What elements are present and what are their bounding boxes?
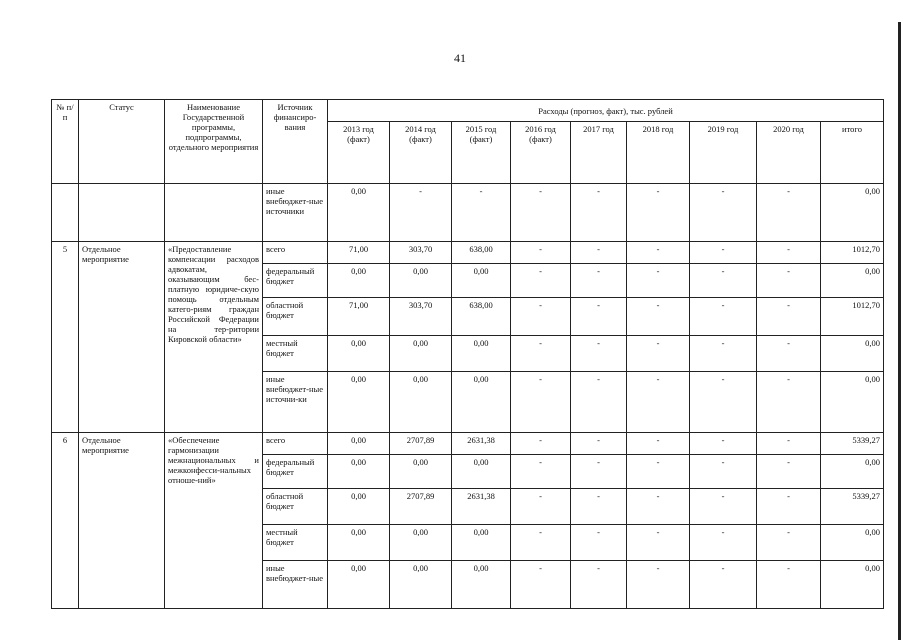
value-cell: - [690,372,757,433]
source-cell: иные внебюджет-ные [263,561,328,609]
header-year-cell: 2013 год (факт) [328,122,390,184]
table-row [52,184,884,242]
value-cell: 0,00 [328,455,390,489]
num-cell: 5 [52,242,79,433]
header-source: Источник финансиро-вания [263,100,328,184]
header-year-cell: итого [821,122,884,184]
budget-table [51,99,884,609]
value-cell: - [511,561,571,609]
value-cell: 1012,70 [821,242,884,264]
num-cell [52,184,79,242]
table-row [52,242,884,264]
value-cell: - [571,298,627,336]
header-year-cell: 2015 год (факт) [452,122,511,184]
value-cell: 0,00 [452,264,511,298]
name-cell: «Предоставление компенсации расходов адвокатам, оказывающим бес-платную юридиче-скую помощь отдельным катего-риям граждан Российской Федерации на тер-ритории Кировской области» [165,242,263,433]
value-cell: - [757,336,821,372]
source-cell: всего [263,242,328,264]
value-cell: - [690,184,757,242]
value-cell: 0,00 [328,489,390,525]
value-cell: - [757,489,821,525]
value-cell: - [571,455,627,489]
source-cell: всего [263,433,328,455]
value-cell: - [511,455,571,489]
value-cell: - [627,525,690,561]
value-cell: 0,00 [452,525,511,561]
value-cell: - [757,372,821,433]
source-cell: местный бюджет [263,525,328,561]
value-cell: - [571,489,627,525]
value-cell: - [571,242,627,264]
header-name: Наименование Государственной программы, подпрограммы, отдельного мероприятия [165,100,263,184]
value-cell: 0,00 [390,455,452,489]
value-cell: - [757,264,821,298]
value-cell: - [627,561,690,609]
value-cell: 0,00 [328,336,390,372]
value-cell: 638,00 [452,298,511,336]
value-cell: - [757,561,821,609]
value-cell: - [452,184,511,242]
name-cell [165,184,263,242]
value-cell: - [627,264,690,298]
header-expenses: Расходы (прогноз, факт), тыс. рублей [328,100,884,122]
value-cell: 303,70 [390,242,452,264]
value-cell: - [571,525,627,561]
source-cell: местный бюджет [263,336,328,372]
value-cell: - [627,489,690,525]
value-cell: 1012,70 [821,298,884,336]
value-cell: 0,00 [390,561,452,609]
source-cell: иные внебюджет-ные источники [263,184,328,242]
value-cell: 0,00 [328,372,390,433]
value-cell: - [757,184,821,242]
value-cell: 0,00 [452,336,511,372]
value-cell: 2631,38 [452,489,511,525]
value-cell: - [511,298,571,336]
value-cell: 0,00 [452,561,511,609]
value-cell: 71,00 [328,298,390,336]
header-year-cell: 2020 год [757,122,821,184]
value-cell: - [627,184,690,242]
value-cell: - [571,264,627,298]
value-cell: 0,00 [390,264,452,298]
value-cell: 2707,89 [390,489,452,525]
value-cell: - [511,372,571,433]
value-cell: - [627,455,690,489]
value-cell: 0,00 [821,372,884,433]
source-cell: областной бюджет [263,489,328,525]
source-cell: областной бюджет [263,298,328,336]
value-cell: 0,00 [390,372,452,433]
value-cell: - [627,298,690,336]
value-cell: 5339,27 [821,489,884,525]
value-cell: 0,00 [821,264,884,298]
value-cell: 5339,27 [821,433,884,455]
num-cell: 6 [52,433,79,609]
value-cell: - [757,455,821,489]
value-cell: 0,00 [821,525,884,561]
value-cell: - [757,298,821,336]
value-cell: - [511,525,571,561]
value-cell: - [690,433,757,455]
value-cell: 71,00 [328,242,390,264]
page-number: 41 [454,51,466,65]
value-cell: 638,00 [452,242,511,264]
value-cell: - [690,264,757,298]
value-cell: - [690,489,757,525]
status-cell [79,184,165,242]
value-cell: - [690,561,757,609]
value-cell: - [627,372,690,433]
status-cell: Отдельное мероприятие [79,242,165,433]
value-cell: 0,00 [390,336,452,372]
value-cell: 0,00 [390,525,452,561]
source-cell: федеральный бюджет [263,455,328,489]
value-cell: - [690,455,757,489]
value-cell: - [627,433,690,455]
value-cell: - [757,242,821,264]
value-cell: - [571,561,627,609]
value-cell: 0,00 [821,561,884,609]
status-cell: Отдельное мероприятие [79,433,165,609]
source-cell: иные внебюджет-ные источни-ки [263,372,328,433]
value-cell: 0,00 [821,455,884,489]
value-cell: 2707,89 [390,433,452,455]
table-row [52,433,884,455]
value-cell: 0,00 [328,561,390,609]
value-cell: 0,00 [328,525,390,561]
header-year-cell: 2014 год (факт) [390,122,452,184]
value-cell: - [690,298,757,336]
value-cell: - [511,433,571,455]
value-cell: - [627,336,690,372]
header-year-cell: 2019 год [690,122,757,184]
value-cell: 0,00 [328,264,390,298]
value-cell: - [511,264,571,298]
value-cell: - [690,336,757,372]
header-year-cell: 2016 год (факт) [511,122,571,184]
value-cell: - [757,525,821,561]
value-cell: - [690,525,757,561]
value-cell: 2631,38 [452,433,511,455]
value-cell: - [511,489,571,525]
value-cell: 0,00 [821,336,884,372]
header-status: Статус [79,100,165,184]
name-cell: «Обеспечение гармонизации межнациональных и межконфесси-нальных отноше-ний» [165,433,263,609]
value-cell: - [511,184,571,242]
value-cell: 0,00 [452,455,511,489]
value-cell: - [390,184,452,242]
value-cell: - [627,242,690,264]
value-cell: - [571,433,627,455]
value-cell: - [571,336,627,372]
header-row-1 [52,100,884,122]
header-year-cell: 2018 год [627,122,690,184]
header-num: № п/п [52,100,79,184]
value-cell: 0,00 [328,184,390,242]
value-cell: 0,00 [821,184,884,242]
scan-edge-line [898,22,901,640]
value-cell: 0,00 [328,433,390,455]
value-cell: - [511,242,571,264]
value-cell: - [571,372,627,433]
value-cell: 303,70 [390,298,452,336]
source-cell: федеральный бюджет [263,264,328,298]
header-year-cell: 2017 год [571,122,627,184]
value-cell: - [511,336,571,372]
value-cell: - [757,433,821,455]
value-cell: - [690,242,757,264]
value-cell: - [571,184,627,242]
value-cell: 0,00 [452,372,511,433]
